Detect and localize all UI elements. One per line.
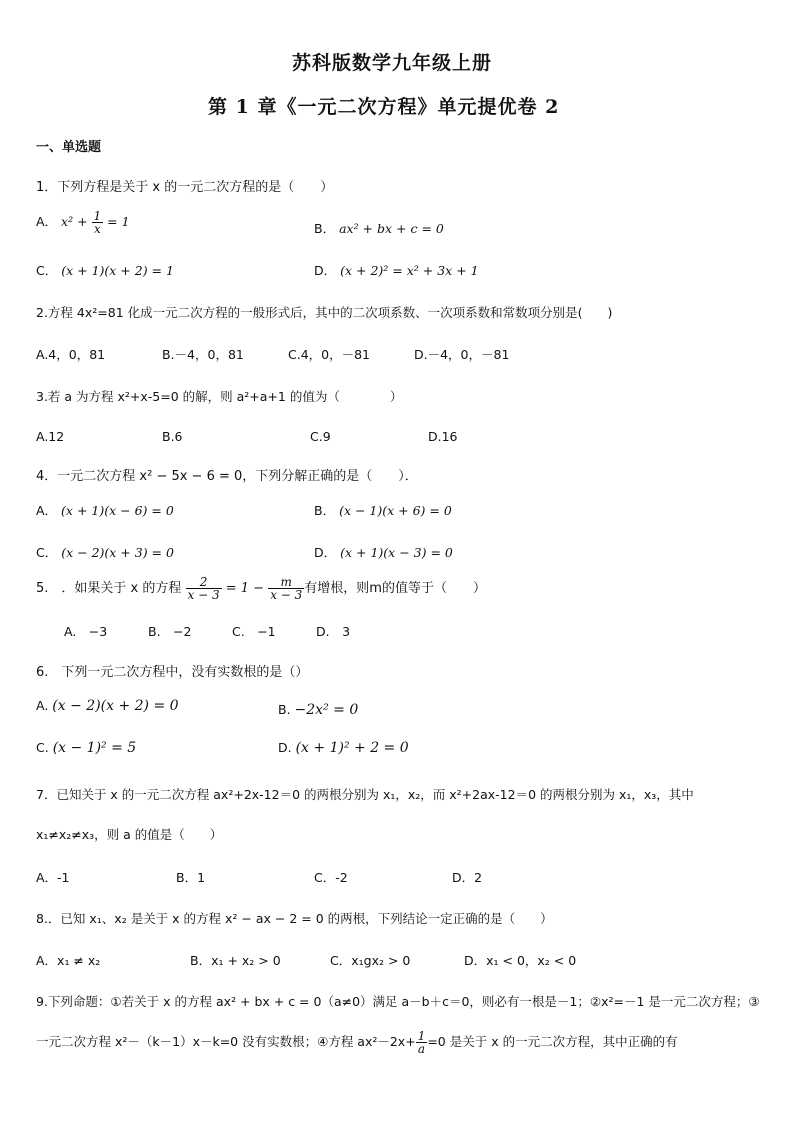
question-9-line-2 (36, 1030, 678, 1055)
fraction-numerator: 1 (93, 209, 102, 223)
question-8-option-c: C．x₁gx₂ > 0 (330, 953, 411, 968)
question-8-option-d: D．x₁ < 0，x₂ < 0 (464, 953, 577, 968)
option-label: D． (314, 263, 337, 278)
question-7-option-c: C．-2 (314, 870, 348, 885)
fraction (92, 210, 104, 235)
option-expr: (x + 1)² + 2 = 0 (295, 740, 409, 756)
question-7-option-b: B．1 (176, 870, 206, 885)
option-label: C． (36, 263, 58, 278)
question-3-option-b: B.6 (162, 429, 183, 444)
question-3-option-c: C.9 (310, 429, 331, 444)
option-label: B． (314, 503, 336, 518)
question-4-option-b (314, 501, 452, 519)
question-6-option-c (36, 740, 136, 756)
option-label: C． (36, 545, 58, 560)
question-2-option-a: A.4，0，81 (36, 347, 106, 362)
fraction-denominator: x (93, 222, 101, 236)
fraction (186, 576, 222, 601)
section-heading: 一、单选题 (36, 140, 102, 155)
question-3-option-d: D.16 (428, 429, 458, 444)
question-5-option-c: C. −1 (232, 624, 276, 639)
option-label: A． (36, 214, 58, 229)
question-4-option-a (36, 501, 174, 519)
option-expr: (x + 1)(x − 6) = 0 (61, 503, 174, 518)
option-label: A． (36, 503, 58, 518)
option-expr: −2x² = 0 (294, 702, 359, 718)
option-expr: (x − 1)(x + 6) = 0 (339, 503, 452, 518)
option-label: B． (314, 221, 336, 236)
option-expr: (x + 1)(x − 3) = 0 (340, 545, 453, 560)
question-7-option-a: A．-1 (36, 870, 70, 885)
stem-text: 有增根，则m的值等于（ ） (304, 581, 486, 596)
fraction-denominator: a (417, 1042, 426, 1056)
fraction-numerator: 2 (186, 576, 222, 589)
question-3-stem: 3.若 a 为方程 x²+x-5=0 的解，则 a²+a+1 的值为（ ） (36, 389, 403, 404)
stem-text: 5. ．如果关于 x 的方程 (36, 581, 182, 596)
option-label: D. (278, 740, 292, 755)
question-1-option-b (314, 219, 444, 237)
question-5-option-d: D. 3 (316, 624, 351, 639)
option-expr: x² + (61, 214, 92, 229)
document-subtitle: 第 1 章《一元二次方程》单元提优卷 2 (208, 96, 560, 118)
fraction (268, 576, 304, 601)
question-1-option-d (314, 261, 479, 279)
question-5-option-b: B. −2 (148, 624, 192, 639)
fraction-denominator: x − 3 (187, 588, 220, 602)
stem-text: =0 是关于 x 的一元二次方程，其中正确的有 (427, 1034, 678, 1049)
fraction-numerator: 1 (417, 1029, 426, 1043)
question-7-line-1: 7．已知关于 x 的一元二次方程 ax²+2x-12＝0 的两根分别为 x₁，x₂，而 x²+2ax-12＝0 的两根分别为 x₁，x₃，其中 (36, 787, 694, 802)
option-expr: (x − 1)² = 5 (52, 740, 137, 756)
question-8-stem: 8.．已知 x₁、x₂ 是关于 x 的方程 x² − ax − 2 = 0 的两根，下列结论一定正确的是（ ） (36, 911, 553, 926)
option-expr: (x − 2)(x + 3) = 0 (61, 545, 174, 560)
option-label: A. (36, 698, 49, 713)
option-label: B. (278, 702, 291, 717)
question-8-option-a: A．x₁ ≠ x₂ (36, 953, 101, 968)
fraction-numerator: m (268, 576, 304, 589)
option-label: D． (314, 545, 337, 560)
question-4-option-d (314, 543, 453, 561)
question-7-option-d: D．2 (452, 870, 483, 885)
question-8-option-b: B．x₁ + x₂ > 0 (190, 953, 281, 968)
question-5-option-a: A. −3 (64, 624, 108, 639)
fraction (416, 1030, 428, 1055)
option-expr: ax² + bx + c = 0 (339, 221, 444, 236)
question-2-option-c: C.4，0，－81 (288, 347, 371, 362)
question-6-stem: 6. 下列一元二次方程中，没有实数根的是（） (36, 665, 309, 680)
document-title: 苏科版数学九年级上册 (292, 52, 493, 74)
question-2-stem: 2.方程 4x²=81 化成一元二次方程的一般形式后，其中的二次项系数、一次项系数和常数项分别是( ) (36, 305, 613, 320)
option-expr: (x + 2)² = x² + 3x + 1 (340, 263, 479, 278)
option-expr: = 1 (103, 214, 130, 229)
stem-expr: = 1 − (221, 581, 269, 596)
question-4-stem: 4．一元二次方程 x² − 5x − 6 = 0，下列分解正确的是（ ）． (36, 469, 418, 484)
option-expr: (x + 1)(x + 2) = 1 (61, 263, 174, 278)
fraction-denominator: x − 3 (270, 588, 303, 602)
question-3-option-a: A.12 (36, 429, 65, 444)
question-5-stem (36, 576, 486, 601)
question-2-option-b: B.－4，0，81 (162, 347, 244, 362)
question-6-option-d (278, 740, 409, 756)
question-6-option-a (36, 698, 179, 714)
question-1-option-a (36, 210, 130, 235)
question-9-line-1: 9.下列命题：①若关于 x 的方程 ax² + bx + c = 0（a≠0）满足 a－b＋c＝0，则必有一根是－1；②x²=－1 是一元二次方程；③ (36, 994, 760, 1009)
stem-text: 一元二次方程 x²－（k－1）x－k=0 没有实数根；④方程 ax²－2x+ (36, 1034, 416, 1049)
question-1-stem: 1．下列方程是关于 x 的一元二次方程的是（ ） (36, 180, 334, 195)
question-2-option-d: D.－4，0，－81 (414, 347, 510, 362)
option-label: C. (36, 740, 49, 755)
question-6-option-b (278, 702, 358, 718)
question-1-option-c (36, 261, 174, 279)
question-7-line-2: x₁≠x₂≠x₃，则 a 的值是（ ） (36, 827, 223, 842)
question-4-option-c (36, 543, 174, 561)
option-expr: (x − 2)(x + 2) = 0 (52, 698, 179, 714)
